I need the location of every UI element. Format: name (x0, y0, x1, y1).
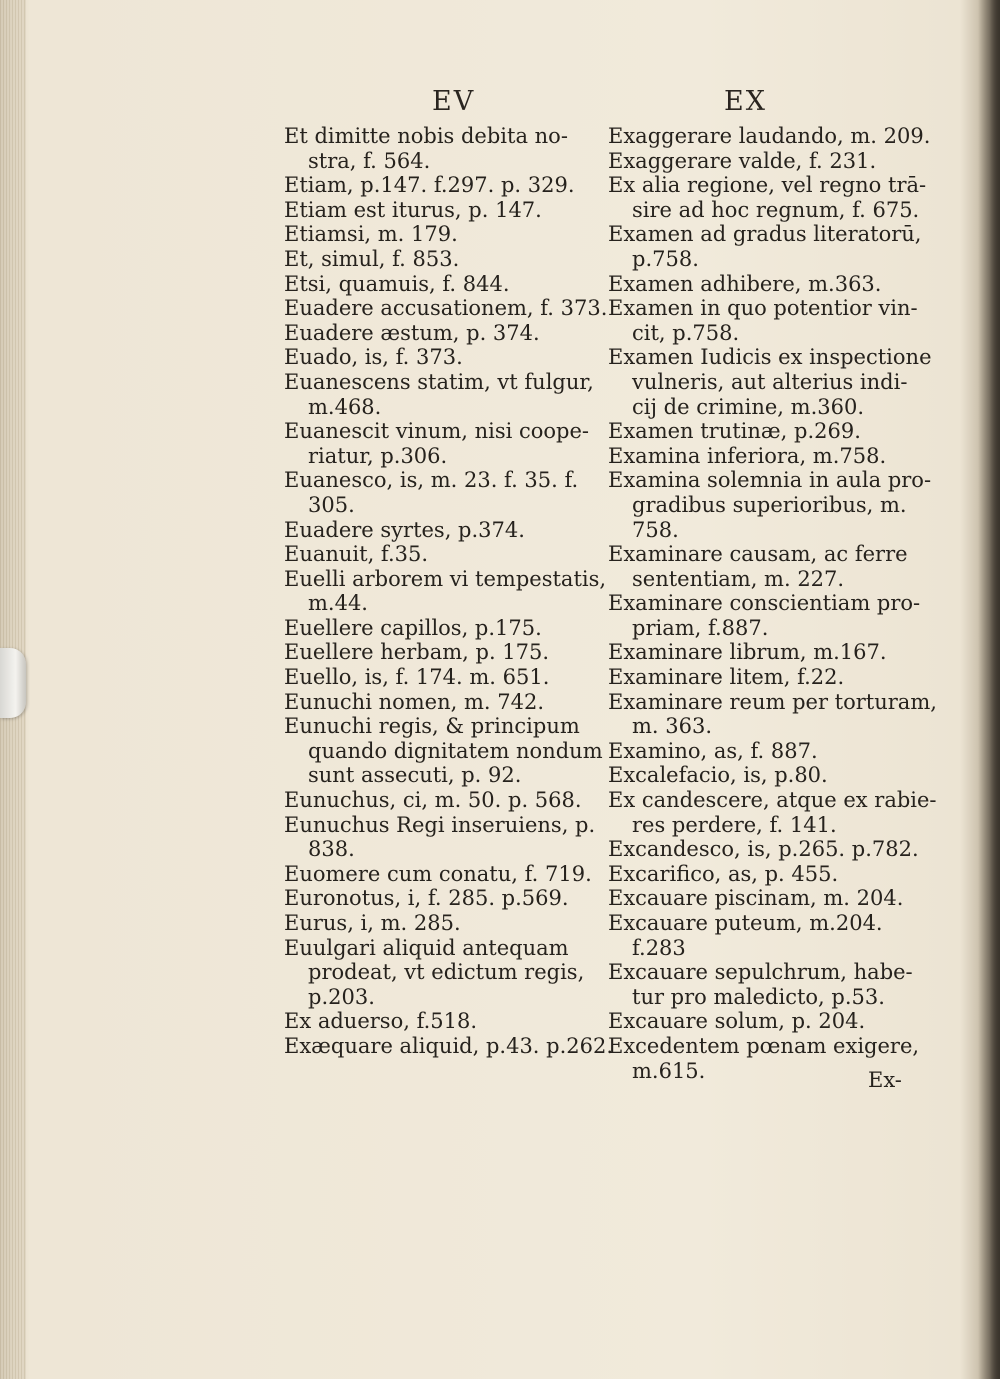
index-column-right (608, 124, 938, 1083)
index-entry: Eurus, i, m. 285. (284, 911, 461, 935)
index-entry: Examen Iudicis ex inspectione vulneris, aut alterius indi- cij de crimine, m.360. (608, 345, 932, 419)
page-clip (0, 648, 26, 718)
index-entry: Excarifico, as, p. 455. (608, 861, 839, 886)
index-entry: Et dimitte nobis debita no- stra, f. 564. (284, 124, 568, 173)
index-entry: Euanescens statim, vt fulgur, m.468. (284, 369, 594, 419)
index-entry: Examen ad gradus literatorū, p.758. (608, 222, 922, 271)
index-entry: Euronotus, i, f. 285. p.569. (284, 886, 569, 911)
index-entry: Euellere herbam, p. 175. (284, 640, 550, 665)
index-entry: Excandesco, is, p.265. p.782. (608, 837, 919, 862)
index-entry: Examinare reum per torturam, m. 363. (608, 689, 937, 739)
index-entry: Examinare librum, m.167. (608, 640, 887, 665)
index-entry: Excauare solum, p. 204. (608, 1009, 866, 1034)
index-entry: Etiamsi, m. 179. (284, 222, 458, 247)
index-entry: Euado, is, f. 373. (284, 345, 463, 370)
index-entry: Euulgari aliquid antequam prodeat, vt edictum regis, p.203. (284, 935, 585, 1009)
index-entry: Examina inferiora, m.758. (608, 443, 887, 468)
index-entry: Ex aduerso, f.518. (284, 1009, 478, 1034)
index-entry: Excauare sepulchrum, habe- tur pro maledicto, p.53. (608, 960, 913, 1009)
index-entry: Examinare litem, f.22. (608, 665, 845, 690)
index-column-left (284, 124, 614, 1059)
index-entry: Euadere æstum, p. 374. (284, 320, 540, 345)
index-entry: Euadere syrtes, p.374. (284, 517, 525, 542)
index-entry: Eunuchus, ci, m. 50. p. 568. (284, 788, 582, 813)
index-entry: Exaggerare valde, f. 231. (608, 148, 877, 173)
index-entry: Exaggerare laudando, m. 209. (608, 124, 931, 148)
index-entry: Ex candescere, atque ex rabie- res perdere, f. 141. (608, 788, 937, 837)
index-entry: Euellere capillos, p.175. (284, 615, 542, 640)
index-entry: Etiam, p.147. f.297. p. 329. (284, 173, 575, 198)
gutter-shadow (978, 0, 1000, 1379)
index-entry: Eunuchi nomen, m. 742. (284, 689, 544, 714)
index-entry: Excauare puteum, m.204. f.283 (608, 911, 883, 960)
index-entry: Euello, is, f. 174. m. 651. (284, 665, 550, 690)
index-entry: Excedentem pœnam exigere, m.615. (608, 1033, 920, 1083)
catchword: Ex- (868, 1068, 902, 1092)
index-entry: Examen in quo potentior vin- cit, p.758. (608, 296, 918, 345)
index-entry: Euanesco, is, m. 23. f. 35. f. 305. (284, 468, 579, 517)
index-entry: Euomere cum conatu, f. 719. (284, 861, 592, 886)
index-entry: Eunuchus Regi inseruiens, p. 838. (284, 812, 596, 862)
index-entry: Ex alia regione, vel regno trā- sire ad hoc regnum, f. 675. (608, 173, 927, 222)
header-left: EV (432, 86, 476, 117)
index-entry: Euelli arborem vi tempestatis, m.44. (284, 566, 607, 616)
index-entry: Euadere accusationem, f. 373. (284, 296, 608, 321)
index-entry: Excalefacio, is, p.80. (608, 763, 828, 788)
index-entry: Exæquare aliquid, p.43. p.262. (284, 1033, 614, 1058)
index-entry: Examina solemnia in aula pro- gradibus superioribus, m. 758. (608, 468, 932, 542)
index-entry: Examinare causam, ac ferre sententiam, m. 227. (608, 542, 908, 591)
index-entry: Euanescit vinum, nisi coope- riatur, p.306. (284, 419, 590, 468)
index-entry: Euanuit, f.35. (284, 542, 429, 567)
index-entry: Etiam est iturus, p. 147. (284, 197, 542, 222)
index-entry: Examen adhibere, m.363. (608, 271, 882, 296)
index-entry: Examen trutinæ, p.269. (608, 419, 861, 444)
index-entry: Eunuchi regis, & principum quando dignitatem nondum sunt assecuti, p. 92. (284, 714, 603, 788)
index-entry: Excauare piscinam, m. 204. (608, 886, 904, 911)
index-entry: Et, simul, f. 853. (284, 246, 460, 271)
running-header (0, 86, 1000, 126)
index-entry: Examinare conscientiam pro- priam, f.887. (608, 591, 921, 640)
index-entry: Etsi, quamuis, f. 844. (284, 271, 510, 296)
index-entry: Examino, as, f. 887. (608, 738, 818, 763)
header-right: EX (724, 86, 767, 117)
